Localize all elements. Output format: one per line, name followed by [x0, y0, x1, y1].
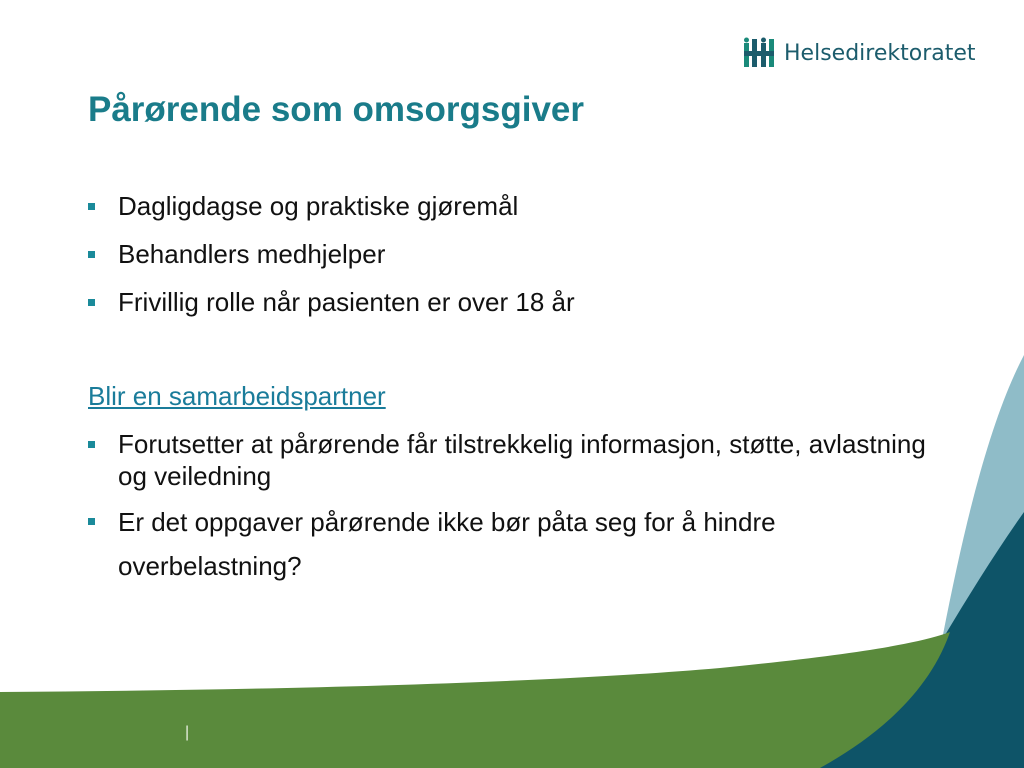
list-item [88, 428, 948, 492]
bullet-square-icon [88, 203, 95, 210]
list-item-text: Forutsetter at pårørende får tilstrekkelig informasjon, støtte, avlastning og veiledning [118, 429, 926, 491]
bullet-square-icon [88, 251, 95, 258]
bullet-list-partnership [88, 428, 948, 588]
list-item [88, 190, 948, 222]
logo-text: Helsedirektoratet [784, 40, 976, 66]
bullet-square-icon [88, 299, 95, 306]
list-item [88, 238, 948, 270]
list-item-text: Dagligdagse og praktiske gjøremål [118, 191, 519, 221]
slide-title: Pårørende som omsorgsgiver [88, 90, 584, 129]
list-item-text: Er det oppgaver pårørende ikke bør påta seg for å hindre overbelastning? [118, 507, 776, 581]
bullet-square-icon [88, 441, 95, 448]
list-item-text: Frivillig rolle når pasienten er over 18 år [118, 287, 575, 317]
list-item-text: Behandlers medhjelper [118, 239, 386, 269]
bullet-square-icon [88, 518, 95, 525]
list-item [88, 286, 948, 318]
list-item [88, 500, 948, 588]
helsedirektoratet-logo-icon [742, 37, 776, 69]
subheading-link[interactable]: Blir en samarbeidspartner [88, 381, 386, 411]
green-band [0, 632, 950, 768]
helsedirektoratet-logo [742, 36, 976, 70]
bullet-list-roles [88, 190, 948, 334]
footer-separator: | [185, 724, 190, 741]
